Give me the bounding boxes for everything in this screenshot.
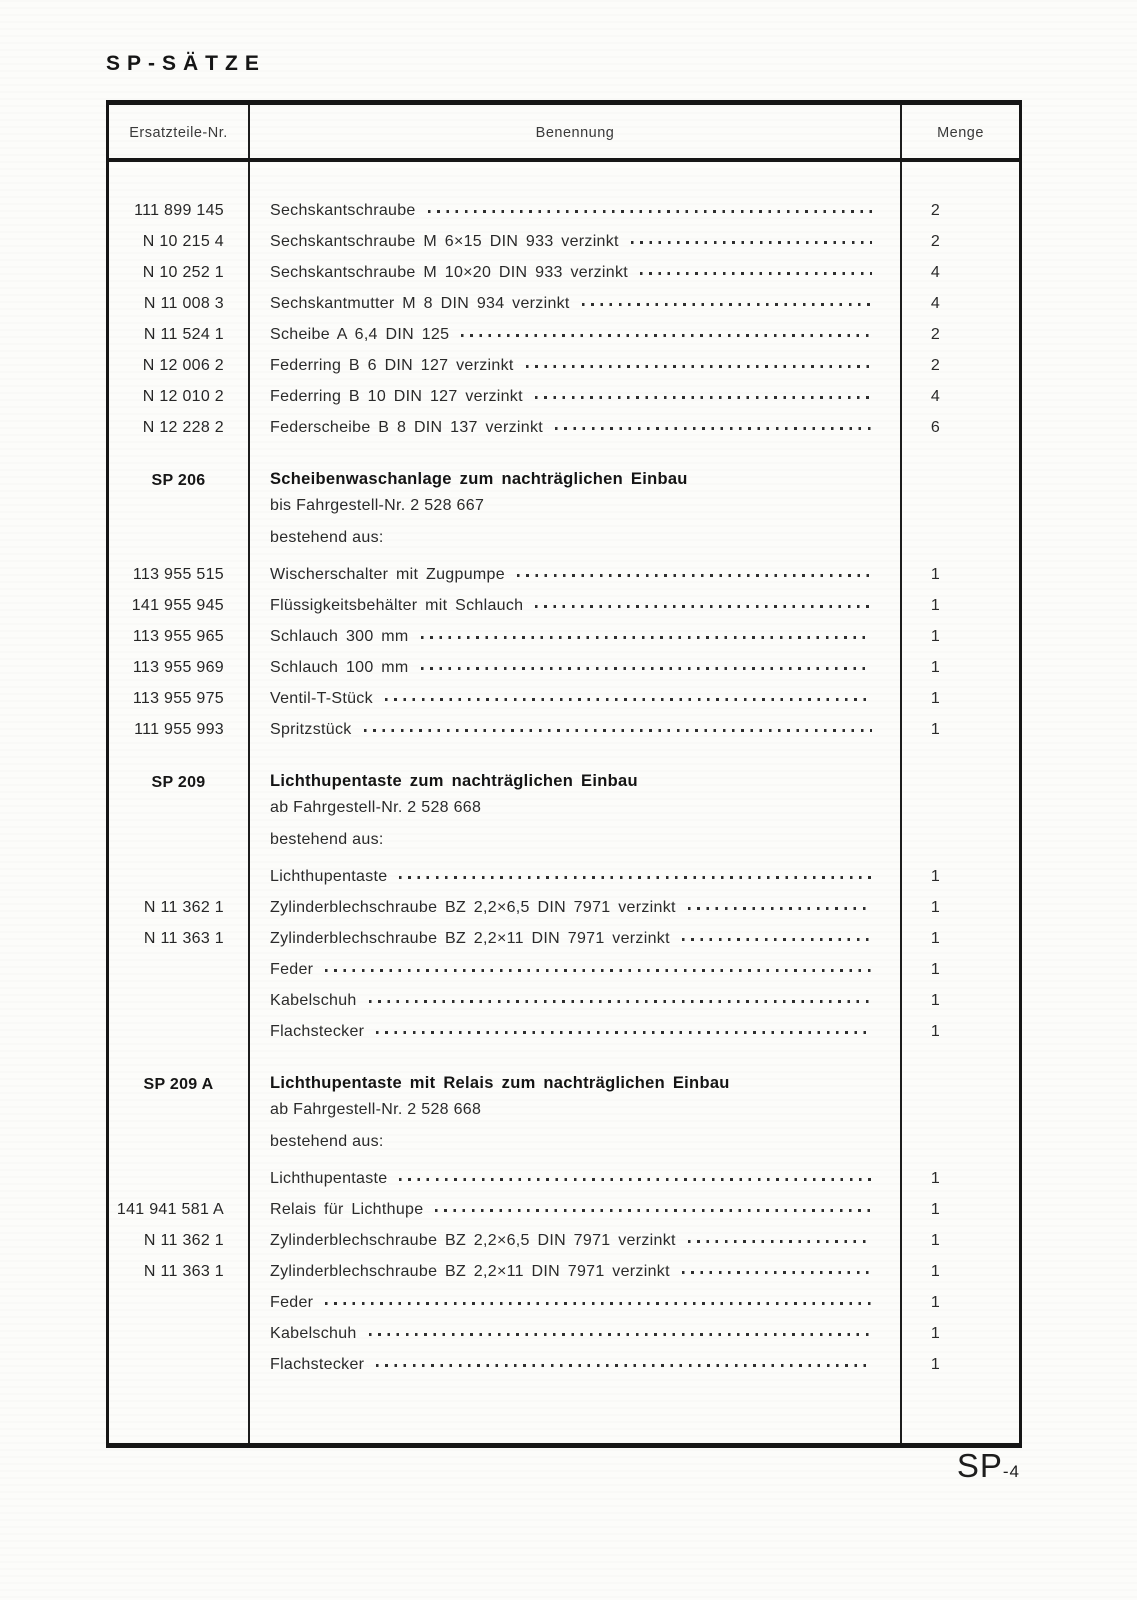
part-number: 141 941 581 A [116, 1200, 224, 1218]
table-row [109, 985, 1019, 1016]
part-quantity: 1 [930, 960, 941, 978]
part-name-cell [248, 961, 902, 979]
part-name-cell [248, 202, 902, 220]
part-number: N 12 006 2 [142, 356, 224, 374]
set-header [109, 1074, 1019, 1158]
dot-leader [369, 1000, 872, 1003]
dot-leader [535, 605, 872, 608]
dot-leader [555, 427, 872, 430]
part-name-cell [248, 326, 902, 344]
set-number: SP 206 [151, 472, 206, 489]
part-name: Kabelschuh [270, 991, 357, 1009]
page-number-prefix: SP [956, 1447, 1003, 1484]
part-number: N 12 228 2 [142, 418, 224, 436]
set-title: Scheibenwaschanlage zum nachträglichen Einbau [270, 470, 688, 488]
table-row [109, 226, 1019, 257]
part-quantity: 4 [930, 263, 941, 281]
table-row [109, 559, 1019, 590]
dot-leader [461, 334, 872, 337]
part-name: Scheibe A 6,4 DIN 125 [270, 325, 450, 343]
dot-leader [435, 1209, 872, 1212]
page-number [957, 1449, 1020, 1482]
part-name: Ventil-T-Stück [270, 689, 373, 707]
set-subtitle: bis Fahrgestell-Nr. 2 528 667 [270, 497, 485, 514]
dot-leader [682, 938, 872, 941]
part-name: Zylinderblechschraube BZ 2,2×11 DIN 7971 verzinkt [270, 929, 670, 947]
part-name-cell [248, 628, 902, 646]
set-subtitle: ab Fahrgestell-Nr. 2 528 668 [270, 1101, 482, 1118]
part-name-cell [248, 597, 902, 615]
part-quantity: 6 [930, 418, 941, 436]
part-quantity: 1 [930, 1169, 941, 1187]
table-header-row [109, 105, 1019, 162]
dot-leader [325, 969, 872, 972]
part-name-cell [248, 690, 902, 708]
part-name-cell [248, 868, 902, 886]
part-name: Sechskantschraube M 10×20 DIN 933 verzinkt [270, 263, 628, 281]
part-name: Spritzstück [270, 720, 352, 738]
part-name-cell [248, 659, 902, 677]
part-quantity: 2 [930, 201, 941, 219]
set-number: SP 209 A [143, 1076, 214, 1093]
part-name: Feder [270, 960, 314, 978]
part-name: Sechskantmutter M 8 DIN 934 verzinkt [270, 294, 570, 312]
part-name-cell [248, 1325, 902, 1343]
table-row [109, 1016, 1019, 1047]
page-title: SP-SÄTZE [106, 52, 266, 75]
part-name-cell [248, 1356, 902, 1374]
table-body [109, 162, 1019, 1443]
table-row [109, 923, 1019, 954]
part-number: 141 955 945 [131, 596, 224, 614]
column-header-ersatzteile-nr: Ersatzteile-Nr. [109, 105, 250, 158]
part-number: 111 955 993 [134, 720, 224, 738]
part-number: N 11 363 1 [143, 929, 224, 947]
set-note: bestehend aus: [270, 831, 384, 848]
part-name: Federring B 6 DIN 127 verzinkt [270, 356, 514, 374]
table-row [109, 350, 1019, 381]
dot-leader [517, 574, 872, 577]
table-row [109, 892, 1019, 923]
set-note: bestehend aus: [270, 1133, 384, 1150]
dot-leader [385, 698, 872, 701]
table-row [109, 195, 1019, 226]
part-quantity: 1 [930, 1200, 941, 1218]
column-header-benennung: Benennung [250, 105, 902, 158]
dot-leader [399, 1178, 872, 1181]
part-name: Lichthupentaste [270, 867, 388, 885]
table-row [109, 954, 1019, 985]
part-name: Zylinderblechschraube BZ 2,2×11 DIN 7971 verzinkt [270, 1262, 670, 1280]
column-divider-nr [248, 162, 250, 1443]
part-name: Sechskantschraube [270, 201, 416, 219]
part-name-cell [248, 1201, 902, 1219]
set-number: SP 209 [151, 774, 206, 791]
part-quantity: 1 [930, 1293, 941, 1311]
part-name-cell [248, 930, 902, 948]
dot-leader [364, 729, 872, 732]
part-quantity: 1 [930, 658, 941, 676]
part-name-cell [248, 1263, 902, 1281]
part-quantity: 1 [930, 929, 941, 947]
part-quantity: 1 [930, 1324, 941, 1342]
set-note: bestehend aus: [270, 529, 384, 546]
part-name: Flachstecker [270, 1355, 365, 1373]
part-name-cell [248, 1023, 902, 1041]
table-row [109, 683, 1019, 714]
set-title: Lichthupentaste mit Relais zum nachträglichen Einbau [270, 1074, 730, 1092]
part-name: Lichthupentaste [270, 1169, 388, 1187]
part-name-cell [248, 721, 902, 739]
table-row [109, 1349, 1019, 1380]
part-quantity: 1 [930, 1231, 941, 1249]
dot-leader [682, 1271, 872, 1274]
set-header-text [248, 470, 1019, 554]
table-row [109, 1318, 1019, 1349]
part-quantity: 1 [930, 1262, 941, 1280]
part-name: Federring B 10 DIN 127 verzinkt [270, 387, 523, 405]
part-name: Feder [270, 1293, 314, 1311]
dot-leader [526, 365, 872, 368]
part-quantity: 4 [930, 387, 941, 405]
part-name: Schlauch 100 mm [270, 658, 409, 676]
part-name-cell [248, 419, 902, 437]
part-number: N 11 362 1 [143, 1231, 224, 1249]
part-number: N 11 524 1 [143, 325, 224, 343]
part-name: Kabelschuh [270, 1324, 357, 1342]
part-quantity: 1 [930, 720, 941, 738]
part-quantity: 2 [930, 232, 941, 250]
dot-leader [376, 1031, 872, 1034]
part-name-cell [248, 1294, 902, 1312]
table-row [109, 381, 1019, 412]
dot-leader [421, 667, 872, 670]
part-name-cell [248, 388, 902, 406]
part-number: N 12 010 2 [142, 387, 224, 405]
part-number: 113 955 969 [132, 658, 224, 676]
set-subtitle: ab Fahrgestell-Nr. 2 528 668 [270, 799, 482, 816]
part-name-cell [248, 1170, 902, 1188]
part-name: Flüssigkeitsbehälter mit Schlauch [270, 596, 524, 614]
part-number: N 11 363 1 [143, 1262, 224, 1280]
dot-leader [582, 303, 872, 306]
parts-table [106, 100, 1022, 1448]
part-quantity: 1 [930, 991, 941, 1009]
part-name: Schlauch 300 mm [270, 627, 409, 645]
dot-leader [640, 272, 872, 275]
table-row [109, 1163, 1019, 1194]
part-name: Zylinderblechschraube BZ 2,2×6,5 DIN 7971 verzinkt [270, 898, 676, 916]
table-row [109, 319, 1019, 350]
part-quantity: 1 [930, 898, 941, 916]
part-quantity: 2 [930, 325, 941, 343]
part-number: 111 899 145 [134, 201, 224, 219]
part-number: N 11 008 3 [143, 294, 224, 312]
part-name-cell [248, 357, 902, 375]
part-quantity: 1 [930, 867, 941, 885]
dot-leader [325, 1302, 872, 1305]
set-header [109, 470, 1019, 554]
part-name-cell [248, 264, 902, 282]
table-row [109, 1225, 1019, 1256]
table-row [109, 714, 1019, 745]
table-row [109, 257, 1019, 288]
set-title: Lichthupentaste zum nachträglichen Einbau [270, 772, 638, 790]
table-row [109, 1287, 1019, 1318]
dot-leader [631, 241, 872, 244]
dot-leader [428, 210, 872, 213]
part-number: N 10 252 1 [142, 263, 224, 281]
dot-leader [369, 1333, 872, 1336]
dot-leader [421, 636, 872, 639]
table-row [109, 1194, 1019, 1225]
part-quantity: 1 [930, 565, 941, 583]
part-name-cell [248, 899, 902, 917]
part-quantity: 1 [930, 1022, 941, 1040]
part-quantity: 2 [930, 356, 941, 374]
part-quantity: 1 [930, 1355, 941, 1373]
part-number: N 11 362 1 [143, 898, 224, 916]
column-header-menge: Menge [937, 125, 984, 141]
part-quantity: 1 [930, 627, 941, 645]
part-number: 113 955 965 [132, 627, 224, 645]
page-number-suffix: -4 [1002, 1462, 1020, 1481]
set-header-text [248, 772, 1019, 856]
part-name: Federscheibe B 8 DIN 137 verzinkt [270, 418, 544, 436]
dot-leader [376, 1364, 872, 1367]
dot-leader [535, 396, 872, 399]
part-quantity: 1 [930, 596, 941, 614]
set-header-text [248, 1074, 1019, 1158]
set-header [109, 772, 1019, 856]
table-row [109, 652, 1019, 683]
part-quantity: 1 [930, 689, 941, 707]
table-row [109, 412, 1019, 443]
table-row [109, 590, 1019, 621]
part-name: Relais für Lichthupe [270, 1200, 424, 1218]
part-number: 113 955 515 [132, 565, 224, 583]
part-name-cell [248, 566, 902, 584]
part-name-cell [248, 295, 902, 313]
table-row [109, 1256, 1019, 1287]
part-name: Wischerschalter mit Zugpumpe [270, 565, 505, 583]
table-row [109, 861, 1019, 892]
part-name: Sechskantschraube M 6×15 DIN 933 verzinkt [270, 232, 619, 250]
dot-leader [688, 1240, 872, 1243]
dot-leader [688, 907, 872, 910]
part-name: Zylinderblechschraube BZ 2,2×6,5 DIN 7971 verzinkt [270, 1231, 676, 1249]
part-number: 113 955 975 [132, 689, 224, 707]
table-row [109, 288, 1019, 319]
dot-leader [399, 876, 872, 879]
part-name: Flachstecker [270, 1022, 365, 1040]
part-name-cell [248, 1232, 902, 1250]
column-divider-menge [900, 162, 902, 1443]
part-name-cell [248, 233, 902, 251]
part-number: N 10 215 4 [142, 232, 224, 250]
table-row [109, 621, 1019, 652]
part-quantity: 4 [930, 294, 941, 312]
part-name-cell [248, 992, 902, 1010]
